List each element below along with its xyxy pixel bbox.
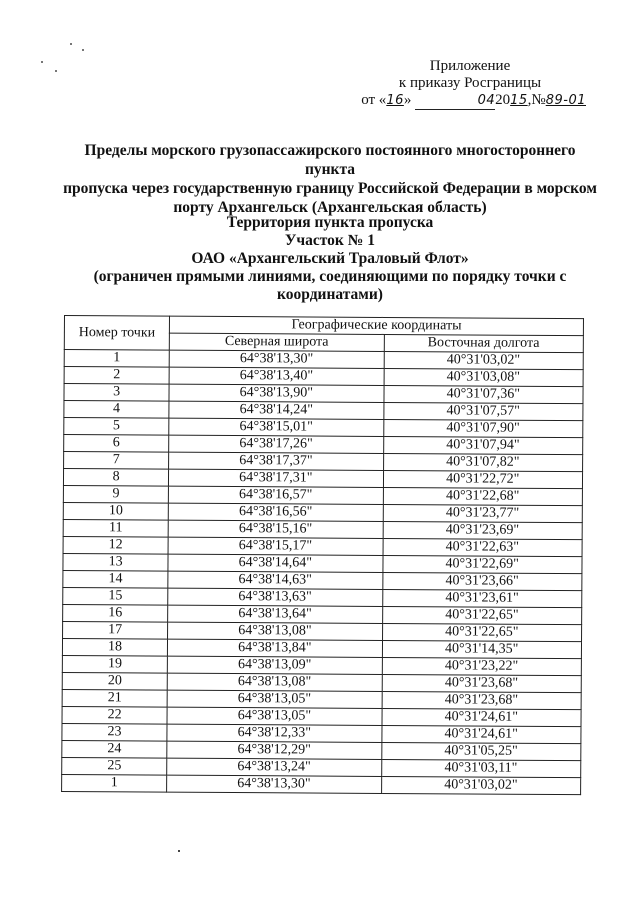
point-number-cell: 6 [64, 435, 169, 453]
handwritten-month: 04 [477, 93, 496, 108]
latitude-cell: 64°38'15,17" [168, 537, 382, 555]
title-line-2: пропуска через государственную границу Российской Федерации в морском [63, 180, 597, 197]
document-title [62, 141, 598, 217]
point-number-cell: 4 [64, 401, 169, 419]
latitude-cell: 64°38'13,90" [169, 384, 383, 402]
longitude-cell: 40°31'23,61" [382, 589, 582, 607]
latitude-cell: 64°38'16,56" [168, 503, 382, 521]
point-number-cell: 22 [62, 706, 167, 724]
latitude-cell: 64°38'15,16" [168, 520, 382, 538]
longitude-cell: 40°31'24,61" [381, 725, 581, 743]
latitude-cell: 64°38'14,63" [168, 571, 382, 589]
point-number-cell: 16 [63, 604, 168, 622]
scan-speck [41, 61, 43, 63]
coordinates-table [61, 315, 584, 795]
longitude-cell: 40°31'03,08" [384, 368, 584, 386]
latitude-cell: 64°38'13,08" [168, 622, 382, 640]
longitude-cell: 40°31'22,69" [382, 555, 582, 573]
longitude-cell: 40°31'05,25" [381, 742, 581, 760]
point-number-cell: 24 [62, 740, 167, 758]
appendix-label: Приложение [429, 58, 511, 74]
longitude-cell: 40°31'03,02" [384, 351, 584, 369]
header-latitude: Северная широта [169, 333, 383, 351]
latitude-cell: 64°38'13,05" [167, 707, 381, 725]
latitude-cell: 64°38'13,24" [167, 758, 381, 776]
point-number-cell: 7 [64, 452, 169, 470]
table-row [62, 774, 581, 794]
point-number-cell: 11 [63, 519, 168, 537]
scan-speck [82, 49, 84, 51]
longitude-cell: 40°31'23,77" [383, 504, 583, 522]
point-number-cell: 18 [62, 638, 167, 656]
appendix-order-ref: к приказу Росграницы [398, 75, 542, 91]
longitude-cell: 40°31'07,90" [383, 419, 583, 437]
longitude-cell: 40°31'23,68" [382, 674, 582, 692]
latitude-cell: 64°38'13,64" [168, 605, 382, 623]
longitude-cell: 40°31'23,22" [382, 657, 582, 675]
longitude-cell: 40°31'07,36" [383, 385, 583, 403]
latitude-cell: 64°38'13,08" [167, 673, 381, 691]
point-number-cell: 12 [63, 536, 168, 554]
company-name: ОАО «Архангельский Траловый Флот» [191, 250, 469, 267]
latitude-cell: 64°38'16,57" [169, 486, 383, 504]
longitude-cell: 40°31'23,69" [383, 521, 583, 539]
latitude-cell: 64°38'15,01" [169, 418, 383, 436]
coordinates-body [62, 350, 584, 795]
point-number-cell: 13 [63, 553, 168, 571]
section-heading [80, 214, 580, 304]
point-number-cell: 10 [63, 502, 168, 520]
header-point-number: Номер точки [64, 316, 169, 351]
point-number-cell: 23 [62, 723, 167, 741]
year-prefix: 20 [495, 92, 511, 108]
handwritten-year: 15 [510, 93, 528, 108]
longitude-cell: 40°31'22,68" [383, 487, 583, 505]
latitude-cell: 64°38'17,37" [169, 452, 383, 470]
month-blank [415, 92, 495, 110]
point-number-cell: 17 [63, 621, 168, 639]
point-number-cell: 2 [64, 367, 169, 385]
latitude-cell: 64°38'13,30" [169, 350, 383, 368]
handwritten-order-number: 89-01 [545, 93, 586, 108]
point-number-cell: 5 [64, 418, 169, 436]
latitude-cell: 64°38'17,26" [169, 435, 383, 453]
latitude-cell: 64°38'14,24" [169, 401, 383, 419]
latitude-cell: 64°38'14,64" [168, 554, 382, 572]
scan-speck [55, 70, 57, 72]
number-sign: ,№ [527, 92, 546, 108]
latitude-cell: 64°38'13,84" [168, 639, 382, 657]
territory-label: Территория пункта пропуска [226, 214, 434, 231]
latitude-cell: 64°38'13,09" [168, 656, 382, 674]
latitude-cell: 64°38'13,63" [168, 588, 382, 606]
point-number-cell: 21 [62, 689, 167, 707]
longitude-cell: 40°31'23,66" [382, 572, 582, 590]
appendix-date-line [340, 92, 600, 110]
boundary-note-1: (ограничен прямыми линиями, соединяющими по порядку точки с [93, 268, 567, 285]
latitude-cell: 64°38'17,31" [169, 469, 383, 487]
longitude-cell: 40°31'22,63" [383, 538, 583, 556]
point-number-cell: 9 [63, 485, 168, 503]
point-number-cell: 14 [63, 570, 168, 588]
header-geo-coordinates: Географические координаты [170, 316, 584, 336]
date-prefix: от « [361, 92, 387, 108]
scan-speck [70, 43, 72, 45]
latitude-cell: 64°38'13,40" [169, 367, 383, 385]
section-number: Участок № 1 [285, 232, 375, 249]
longitude-cell: 40°31'22,65" [382, 623, 582, 641]
appendix-header [340, 58, 600, 110]
title-line-3: порту Архангельск (Архангельская область) [173, 199, 487, 216]
longitude-cell: 40°31'24,61" [381, 708, 581, 726]
longitude-cell: 40°31'22,65" [382, 606, 582, 624]
point-number-cell: 1 [62, 774, 167, 792]
header-longitude: Восточная долгота [384, 334, 584, 352]
latitude-cell: 64°38'12,29" [167, 741, 381, 759]
point-number-cell: 15 [63, 587, 168, 605]
handwritten-day: 16 [386, 93, 404, 108]
longitude-cell: 40°31'22,72" [383, 470, 583, 488]
date-day-suffix: » [403, 92, 412, 108]
latitude-cell: 64°38'13,30" [167, 775, 381, 793]
point-number-cell: 25 [62, 757, 167, 775]
latitude-cell: 64°38'13,05" [167, 690, 381, 708]
point-number-cell: 3 [64, 384, 169, 402]
point-number-cell: 1 [64, 350, 169, 368]
point-number-cell: 19 [62, 655, 167, 673]
longitude-cell: 40°31'14,35" [382, 640, 582, 658]
longitude-cell: 40°31'23,68" [382, 691, 582, 709]
title-line-1: Пределы морского грузопассажирского постоянного многостороннего пункта [84, 142, 576, 178]
boundary-note-2: координатами) [277, 286, 383, 303]
point-number-cell: 8 [63, 469, 168, 487]
latitude-cell: 64°38'12,33" [167, 724, 381, 742]
longitude-cell: 40°31'07,82" [383, 453, 583, 471]
scan-speck [178, 850, 180, 852]
longitude-cell: 40°31'03,02" [381, 776, 581, 794]
longitude-cell: 40°31'03,11" [381, 759, 581, 777]
longitude-cell: 40°31'07,94" [383, 436, 583, 454]
longitude-cell: 40°31'07,57" [383, 402, 583, 420]
point-number-cell: 20 [62, 672, 167, 690]
